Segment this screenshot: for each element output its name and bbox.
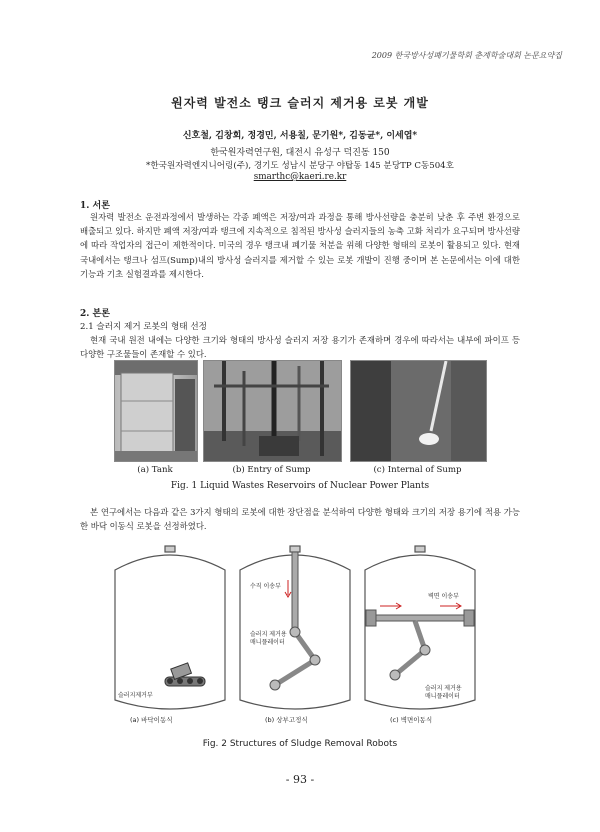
body-paragraph-1: 현재 국내 원전 내에는 다양한 크기와 형태의 방사성 슬러지 저장 용기가 존재하며 경우에 따라서는 내부에 파이프 등 다양한 구조물들이 존재할 수 있다. xyxy=(80,335,520,360)
fig1-title: Fig. 1 Liquid Wastes Reservoirs of Nuclear Power Plants xyxy=(170,481,430,491)
body-heading: 2. 본론 xyxy=(80,309,110,319)
photo-sump-entry xyxy=(203,360,342,462)
photo-sump-internal xyxy=(350,360,487,462)
label-sludge-removal-part: 슬러지제거부 xyxy=(118,692,153,699)
fig2-subcaption-b: (b) 상부고정식 xyxy=(265,716,308,724)
fig2-title: Fig. 2 Structures of Sludge Removal Robots xyxy=(202,739,398,749)
intro-paragraph: 원자력 발전소 운전과정에서 발생하는 각종 폐액은 저장/여과 과정을 통해 방사선량을 충분히 낮춘 후 주변 환경으로 배출되고 있다. 하지만 폐액 저장/여과 탱크에 지속적으로 침적된 방사성 슬러지들의 농축 고화 처리가 요구되며 방사선량에 따라 작업자의 접근이 제한적이다. 미국의 경우 탱크내 폐기물 처분을 위해 다양한 형태의 로봇이 활용되고 있다. 현재 국내에서는 탱크나 섬프(Sump)내의 방사성 슬러지를 제거할 수 있는 로봇 개발이 진행 중이며 본 논문에서는 이에 대한 기능과 기초 실험결과를 제시한다. xyxy=(80,212,520,279)
paper-title: 원자력 발전소 탱크 슬러지 제거용 로봇 개발 xyxy=(171,96,429,110)
authors: 신호철, 김창회, 정경민, 서용칠, 문기원*, 김동균*, 이세엽* xyxy=(182,131,418,141)
fixed-arm-robot-icon xyxy=(270,552,320,690)
crawler-robot-icon xyxy=(165,663,205,686)
label-vertical-transfer: 수직 이송부 xyxy=(250,583,281,590)
affiliation-primary: 한국원자력연구원, 대전시 유성구 덕진동 150 xyxy=(210,148,390,158)
intro-heading: 1. 서론 xyxy=(80,201,110,211)
body-paragraph-2: 본 연구에서는 다음과 같은 3가지 형태의 로봇에 대한 장단점을 분석하여 다양한 형태와 크기의 저장 용기에 적용 가능한 바닥 이동식 로봇을 선정하였다. xyxy=(80,507,520,532)
conference-header: 2009 한국방사성폐기물학회 춘계학술대회 논문요약집 xyxy=(371,51,562,60)
affiliation-secondary: *한국원자력엔지니어링(주), 경기도 성남시 분당구 야탑동 145 분당TP C동504호 xyxy=(146,161,454,171)
label-c-manip-2: 매니플레이터 xyxy=(425,693,460,700)
subsection-heading: 2.1 슬러지 제거 로봇의 형태 선정 xyxy=(80,322,207,332)
fig1-caption-b: (b) Entry of Sump xyxy=(232,465,311,475)
fig1-caption-c: (c) Internal of Sump xyxy=(373,465,462,475)
label-wall-transfer: 벽면 이송부 xyxy=(428,593,459,600)
photo-tank xyxy=(114,360,198,462)
label-c-manip-1: 슬러지 제거용 xyxy=(425,685,462,692)
label-b-manip-2: 매니플레이터 xyxy=(250,639,285,646)
fig2-diagram xyxy=(110,540,500,730)
fig1-caption-a: (a) Tank xyxy=(137,465,173,475)
wall-robot-icon xyxy=(366,603,474,680)
page-number: - 93 - xyxy=(285,773,315,786)
fig2-subcaption-a: (a) 바닥이동식 xyxy=(130,716,173,724)
email-link[interactable]: smarthc@kaeri.re.kr xyxy=(253,172,347,182)
fig2-subcaption-c: (c) 벽면이동식 xyxy=(390,716,433,724)
label-b-manip-1: 슬러지 제거용 xyxy=(250,631,287,638)
